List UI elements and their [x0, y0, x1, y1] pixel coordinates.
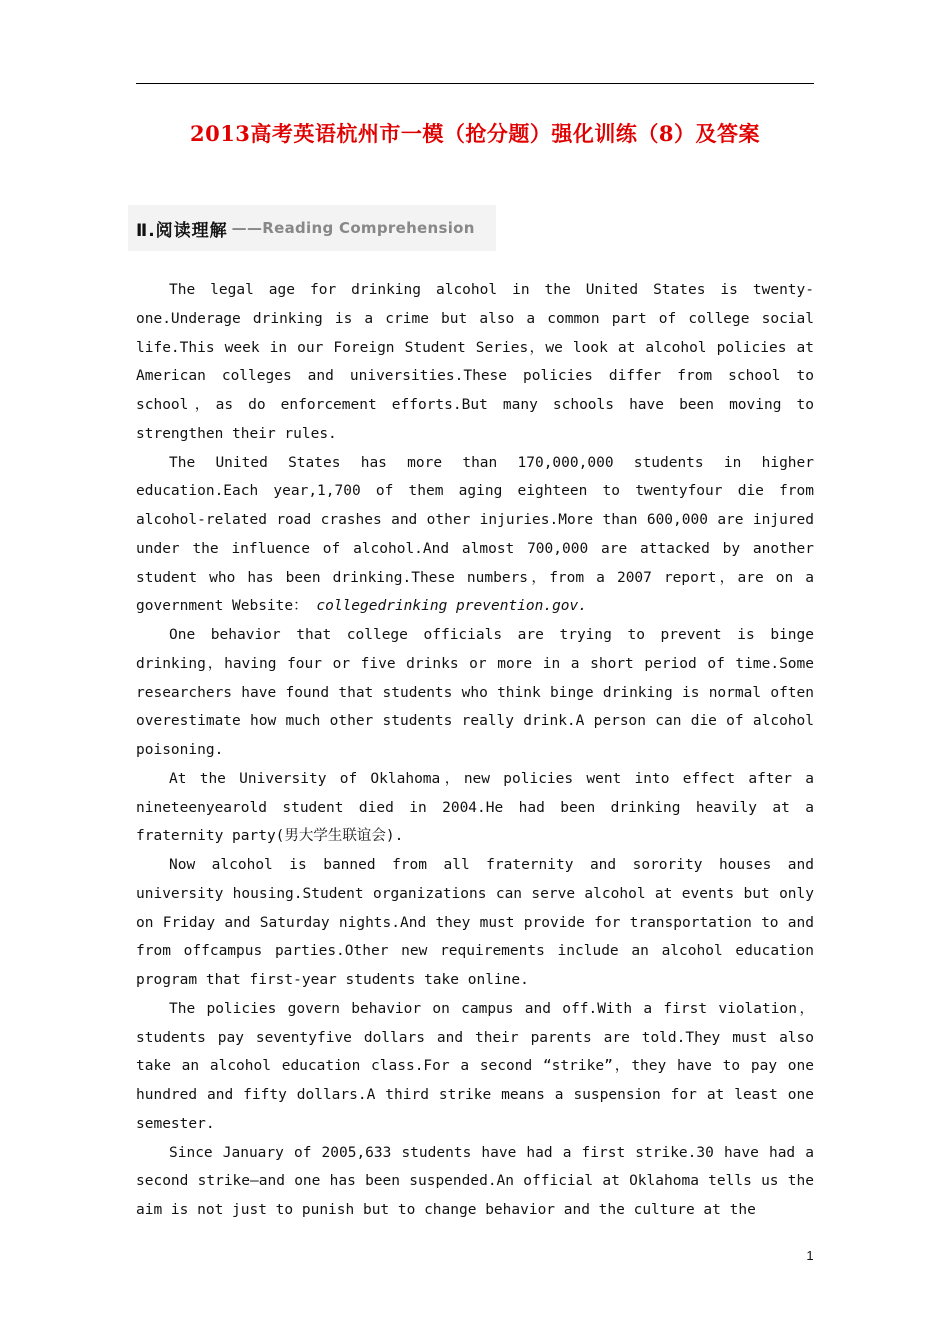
paragraph-4: At the University of Oklahoma，new policies went into effect after a nineteenyearold student died in 2004.He had been drinking heavily at a fraternity party(男大学生联谊会). [136, 770, 814, 845]
paragraph-1: The legal age for drinking alcohol in the United States is twenty-one.Underage drinking is a crime but also a common part of college social life.This week in our Foreign Student Series，we look at alcohol policies at American colleges and universities.These policies differ from school to school，as do enforcement efforts.But many schools have been moving to strengthen their rules. [136, 282, 814, 442]
section-subtitle: ——Reading Comprehension [231, 219, 475, 237]
paragraph-2 [136, 449, 814, 622]
paragraph-3: One behavior that college officials are trying to prevent is binge drinking，having four or five drinks or more in a short period of time.Some researchers have found that students who think binge drinking is normal often overestimate how much other students really drink.A person can die of alcohol poisoning. [136, 627, 814, 758]
section-heading: Ⅱ.阅读理解 [136, 220, 228, 241]
paragraph-7: Since January of 2005,633 students have had a first strike.30 have had a second strike—and one has been suspended.An official at Oklahoma tells us the aim is not just to punish but to change behavior and the culture at the [136, 1144, 814, 1218]
page-number: 1 [806, 1248, 814, 1263]
website-reference: collegedrinking prevention.gov. [316, 598, 587, 615]
paragraph-2-text: The United States has more than 170,000,000 students in higher education.Each year,1,700 of them aging eighteen to twentyfour die from alcohol-related road crashes and other injuries.More than 600,000 are injured under the influence of alcohol.And almost 700,000 are attacked by another student who has been drinking.These numbers，from a 2007 report，are on a government Website： [136, 454, 814, 615]
section-banner [128, 205, 496, 251]
paragraph-6: The policies govern behavior on campus and off.With a first violation，students pay seventyfive dollars and their parents are told.They must also take an alcohol education class.For a second “strike”，they have to pay one hundred and fifty dollars.A third strike means a suspension for at least one semester. [136, 1000, 814, 1132]
paragraph-5: Now alcohol is banned from all fraternity and sorority houses and university housing.Student organizations can serve alcohol at events but only on Friday and Saturday nights.And they must provide for transportation to and from offcampus parties.Other new requirements include an alcohol education program that first-year students take online. [136, 857, 814, 988]
reading-passage [136, 276, 814, 1225]
header-rule [136, 83, 814, 84]
document-title: 2013高考英语杭州市一模（抢分题）强化训练（8）及答案 [189, 121, 761, 146]
